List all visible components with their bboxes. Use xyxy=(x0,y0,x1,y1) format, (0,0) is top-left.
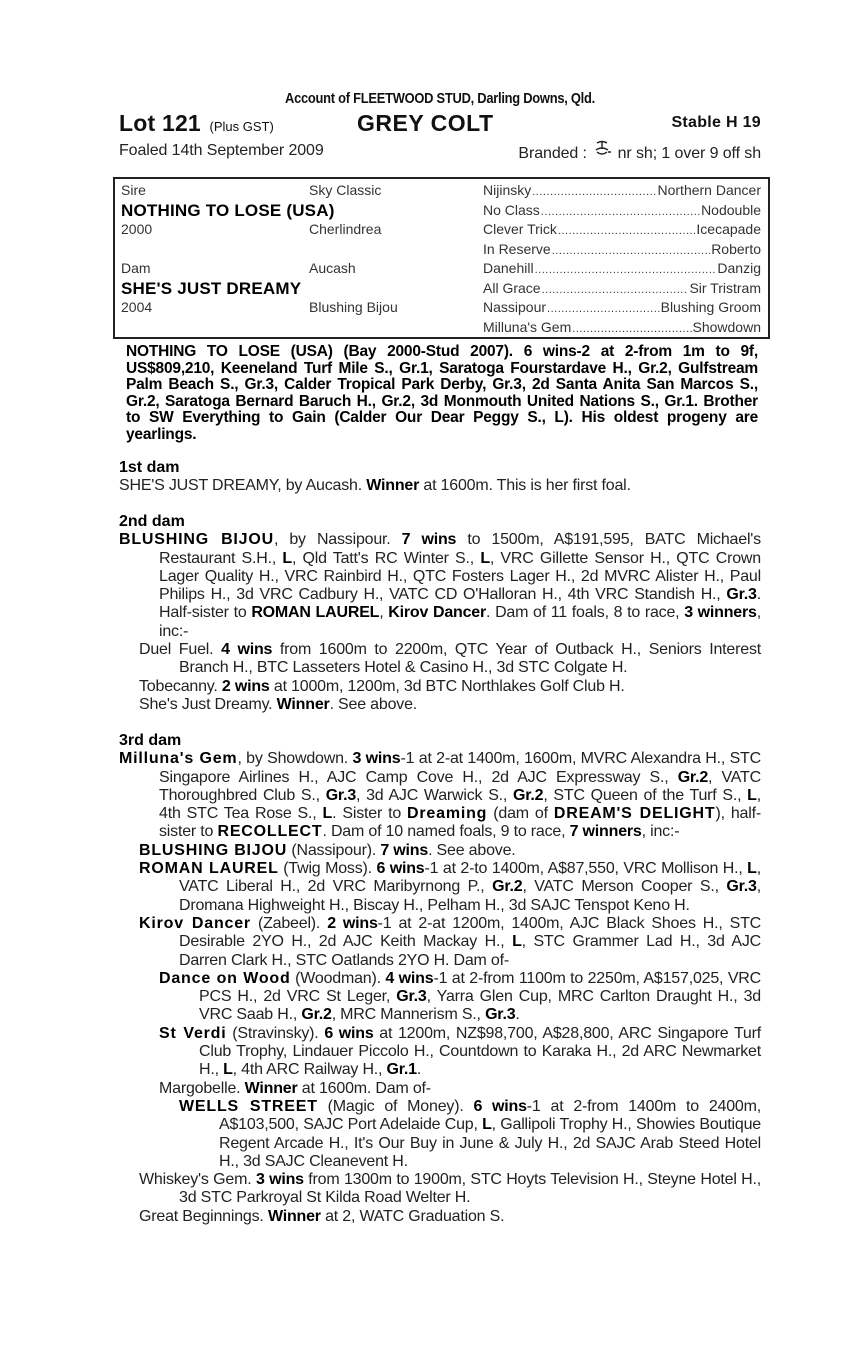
second-dam-entry: BLUSHING BIJOU, by Nassipour. 7 wins to 1500m, A$191,595, BATC Michael's Restaurant S.H., L, Qld Tatt's RC Winter S., L, VRC Gillette Sensor H., QTC Crown Lager Quality H., VRC Rainbird H., QTC Fosters Lager H., 2d MVRC Alister H., Paul Philips H., 3d VRC Cadbury H., VATC CD O'Halloran H., 4th VRC Standish H., Gr.3. Half-sister to ROMAN LAUREL, Kirov Dancer. Dam of 11 foals, 8 to race, 3 winners, inc:- xyxy=(119,531,761,640)
foaling-row xyxy=(119,138,761,164)
sire-sire: Sky Classic xyxy=(309,182,382,198)
third-dam-entry: Milluna's Gem, by Showdown. 3 wins-1 at 2-at 1400m, 1600m, MVRC Alexandra H., STC Singapore Airlines H., AJC Camp Cove H., 2d AJC Expressway S., Gr.2, VATC Thoroughbred Club S., Gr.3, 3d AJC Warwick S., Gr.2, STC Queen of the Turf S., L, 4th STC Tea Rose S., L. Sister to Dreaming (dam of DREAM'S DELIGHT), half-sister to RECOLLECT. Dam of 10 named foals, 9 to race, 7 winners, inc:- xyxy=(119,750,761,841)
grandparent-row: Nijinsky ..... Northern Dancer xyxy=(483,182,761,202)
dam-sire: Aucash xyxy=(309,260,356,276)
second-dam-heading: 2nd dam xyxy=(119,513,185,531)
pedigree-grandparents xyxy=(483,182,761,338)
progeny-entry-whiskeys-gem: Whiskey's Gem. 3 wins from 1300m to 1900m, STC Hoyts Television H., Steyne Hotel H., 3d STC Parkroyal St Kilda Road Welter H. xyxy=(139,1171,761,1207)
pedigree-parents xyxy=(121,182,481,319)
grandparent-row: Danehill ..... Danzig xyxy=(483,260,761,280)
brand-description: nr sh; 1 over 9 off sh xyxy=(617,145,761,162)
progeny-entry-great-beginnings: Great Beginnings. Winner at 2, WATC Graduation S. xyxy=(139,1207,505,1225)
lot-number xyxy=(119,110,274,137)
sire-label: Sire xyxy=(121,182,146,198)
grandparent-row: All Grace ..... Sir Tristram xyxy=(483,280,761,300)
sire-year: 2000 xyxy=(121,221,153,237)
dam-dam: Blushing Bijou xyxy=(309,299,398,315)
progeny-entry-dance-on-wood: Dance on Wood (Woodman). 4 wins-1 at 2-from 1100m to 2250m, A$157,025, VRC PCS H., 2d VRC St Leger, Gr.3, Yarra Glen Cup, MRC Carlton Draught H., 3d VRC Saab H., Gr.2, MRC Mannerism S., Gr.3. xyxy=(159,969,762,1024)
grandparent-row: Milluna's Gem ..... Showdown xyxy=(483,319,761,339)
grandparent-row: Clever Trick ..... Icecapade xyxy=(483,221,761,241)
colour-sex: GREY COLT xyxy=(357,110,494,136)
brand-mark-icon xyxy=(591,140,613,160)
progeny-entry-margobelle: Margobelle. Winner at 1600m. Dam of- xyxy=(159,1079,431,1097)
grandparent-row: Nassipour ..... Blushing Groom xyxy=(483,299,761,319)
progeny-entry: Duel Fuel. 4 wins from 1600m to 2200m, QTC Year of Outback H., Seniors Interest Branch H., BTC Lasseters Hotel & Casino H., 3d STC Colgate H. xyxy=(139,641,761,677)
progeny-entry-roman-laurel: ROMAN LAUREL (Twig Moss). 6 wins-1 at 2-to 1400m, A$87,550, VRC Mollison H., L, VATC Liberal H., 2d VRC Maribyrnong P., Gr.2, VATC Merson Cooper S., Gr.3, Dromana Highweight H., Biscay H., Pelham H., 3d SAJC Tenspot Keno H. xyxy=(139,860,761,914)
progeny-entry-st-verdi: St Verdi (Stravinsky). 6 wins at 1200m, NZ$98,700, A$28,800, ARC Singapore Turf Club Trophy, Lindauer Piccolo H., Countdown to Karaka H., 2d ARC Newmarket H., L, 4th ARC Railway H., Gr.1. xyxy=(159,1024,761,1079)
lot-label: Lot 121 xyxy=(119,110,201,136)
dam-label: Dam xyxy=(121,260,151,276)
sire-dam: Cherlindrea xyxy=(309,221,382,237)
catalogue-page-header xyxy=(119,88,761,164)
grandparent-row: In Reserve ..... Roberto xyxy=(483,241,761,261)
grandparent-row: No Class ..... Nodouble xyxy=(483,202,761,222)
foaled-date: Foaled 14th September 2009 xyxy=(119,142,324,159)
sire-name: NOTHING TO LOSE (USA) xyxy=(121,200,335,220)
branded-info xyxy=(518,140,761,163)
sire-summary: NOTHING TO LOSE (USA) (Bay 2000-Stud 2007). 6 wins-2 at 2-from 1m to 9f, US$809,210, Keeneland Turf Mile S., Gr.1, Saratoga Fourstardave H., Gr.2, Gulfstream Palm Beach S., Gr.3, Calder Tropical Park Derby, Gr.3, 2d Santa Anita San Marcos S., Gr.2, Saratoga Bernard Baruch H., Gr.2, 3d Monmouth United Nations S., Gr.1. Brother to SW Everything to Gain (Calder Our Dear Peggy S., L). His oldest progeny are yearlings. xyxy=(126,343,758,443)
pedigree-table xyxy=(113,177,770,339)
dam-year: 2004 xyxy=(121,299,153,315)
stable-number: Stable H 19 xyxy=(671,114,761,131)
lot-row xyxy=(119,110,761,138)
progeny-entry-blushing-bijou: BLUSHING BIJOU (Nassipour). 7 wins. See above. xyxy=(139,841,516,859)
first-dam-heading: 1st dam xyxy=(119,459,180,476)
dam-name: SHE'S JUST DREAMY xyxy=(121,278,302,298)
vendor-account: Account of FLEETWOOD STUD, Darling Downs, Qld. xyxy=(285,90,595,107)
branded-label: Branded : xyxy=(518,145,587,162)
progeny-entry-kirov-dancer: Kirov Dancer (Zabeel). 2 wins-1 at 2-at 1200m, 1400m, AJC Black Shoes H., STC Desirable 2YO H., 2d AJC Keith Mackay H., L, STC Grammer Lad H., 3d AJC Darren Clark H., STC Oatlands 2YO H. Dam of- xyxy=(139,914,761,969)
dam-line xyxy=(119,458,761,1226)
gst-note: (Plus GST) xyxy=(209,119,274,134)
first-dam-entry: SHE'S JUST DREAMY, by Aucash. Winner at 1600m. This is her first foal. xyxy=(119,477,631,494)
progeny-entry: She's Just Dreamy. Winner. See above. xyxy=(139,695,418,713)
third-dam-heading: 3rd dam xyxy=(119,732,182,750)
progeny-entry-wells-street: WELLS STREET (Magic of Money). 6 wins-1 at 2-from 1400m to 2400m, A$103,500, SAJC Port Adelaide Cup, L, Gallipoli Trophy H., Showies Boutique Regent Arcade H., It's Our Buy in June & July H., 2d SAJC Arab Steed Hotel H., 3d SAJC Cleanevent H. xyxy=(179,1097,761,1170)
progeny-entry: Tobecanny. 2 wins at 1000m, 1200m, 3d BTC Northlakes Golf Club H. xyxy=(139,677,625,695)
